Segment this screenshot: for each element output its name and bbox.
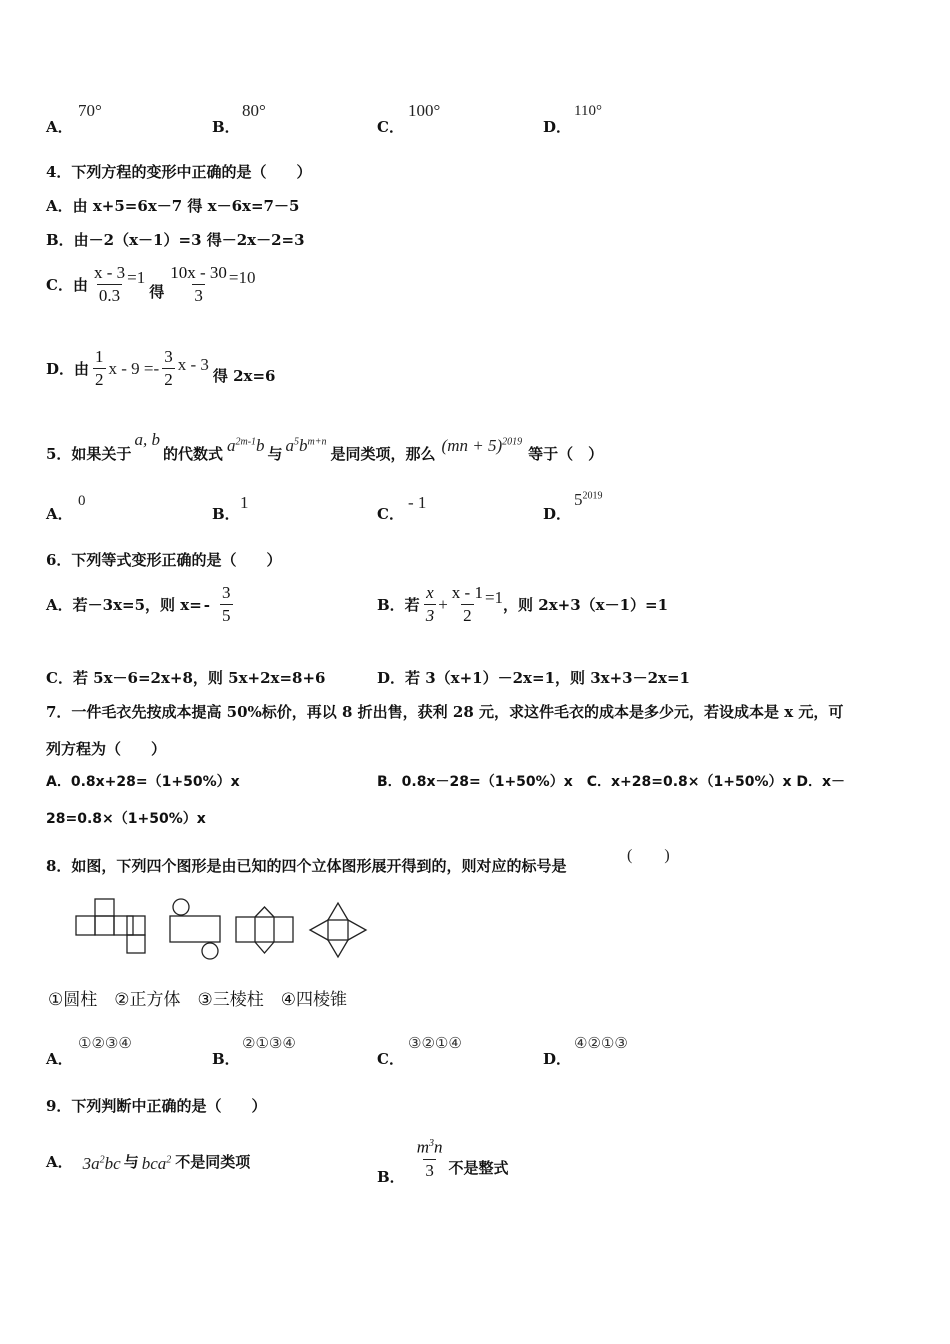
q4-c-fraction-2 [168,262,229,307]
q5-p5: 等于（ ） [528,445,604,463]
q7-option-d-cont: 28=0.8×（1+50%）x [46,811,206,827]
q6-b-f2-num: x - 1 [451,583,483,602]
q8-option-c-label: C． [377,1050,404,1068]
q4-d-f1-den: 2 [95,370,104,389]
q4-option-d [46,346,275,391]
q3-option-d-label: D． [543,118,572,136]
q3-option-c-value: 100° [408,101,441,120]
q5-option-d-value [574,490,603,510]
q5-expr1-sup: 2m-1 [235,436,257,448]
q6-a-den: 5 [222,606,231,625]
q9-a-expr1-base: 3a [82,1154,100,1173]
q5-stem [46,428,603,464]
q5-expr2-sup1: 5 [294,436,300,448]
q9-b-num-n: n [433,1137,443,1157]
q9-a-label: A． [46,1152,73,1171]
q6-b-f2-den: 2 [463,606,472,625]
q4-d-f2-num: 3 [164,347,173,366]
q9-a-expr1-tail: bc [104,1154,121,1173]
q9-a-tail: 不是同类项 [175,1152,251,1171]
q4-option-c [46,262,256,307]
q5-p2: 的代数式 [162,445,223,463]
q6-b-f1-num: x [426,583,434,602]
q9-stem: 9．下列判断中正确的是（ ） [46,1097,267,1115]
q5-expr2-base: a [285,436,295,455]
q6-b-plus: + [438,594,448,614]
q5-option-b-value: 1 [240,493,249,512]
q4-d-label: D．由 [46,360,90,378]
q6-b-tail: ，则 2x+3（x－1）=1 [503,596,669,614]
q5-option-a-label: A． [46,505,73,523]
q4-option-b: B．由－2（x－1）=3 得－2x－2=3 [46,231,305,249]
q4-c-label: C．由 [46,276,88,294]
q3-option-b-value: 80° [242,101,266,120]
q8-option-a-label: A． [46,1050,73,1068]
q5-expr2 [286,436,327,456]
q4-c-eq1: =1 [127,267,146,287]
q9-b-den: 3 [425,1160,434,1180]
q6-option-b [377,582,668,627]
q6-b-fraction-2 [450,582,485,627]
q8-legend: ①圆柱 ②正方体 ③三棱柱 ④四棱锥 [48,990,347,1010]
q8-option-b-label: B． [212,1050,240,1068]
triangular-prism-net [236,907,293,953]
q9-a-expr2 [142,1154,172,1174]
q8-stem: 8．如图，下列四个图形是由已知的四个立体图形展开得到的，则对应的标号是 [46,857,567,875]
q9-b-num-m: m [416,1137,429,1157]
q5-option-c-label: C． [377,505,404,523]
square-pyramid-net [310,903,366,957]
q5-option-c-value: - 1 [408,493,427,512]
q7-line1: 7．一件毛衣先按成本提高 50%标价，再以 8 折出售，获利 28 元，求这件毛衣的成本是多少元，若设成本是 x 元，可 [46,703,844,721]
q6-a-neg: - [203,595,210,614]
q9-a-expr2-sup: 2 [166,1154,172,1166]
q4-d-fraction-2 [162,346,175,391]
q5-option-d-label: D． [543,505,572,523]
q9-a-expr1 [83,1154,121,1174]
q4-c-f2-den: 3 [194,286,203,305]
q6-stem: 6．下列等式变形正确的是（ ） [46,551,282,569]
q8-option-d-value: ④②①③ [574,1034,628,1052]
q6-b-label: B．若 [377,596,420,614]
q4-option-a: A．由 x+5=6x－7 得 x－6x=7－5 [46,197,300,215]
q6-option-d: D．若 3（x+1）－2x=1，则 3x+3－2x=1 [377,669,690,687]
q5-expr3 [442,436,523,456]
q7-option-bcd: B．0.8x－28=（1+50%）x C．x+28=0.8×（1+50%）x D．x－ [377,774,846,790]
q5-p3: 与 [267,445,283,463]
q8-option-a-value: ①②③④ [78,1034,132,1052]
q9-b-tail: 不是整式 [448,1159,509,1177]
q5-d-base: 5 [574,490,583,509]
q4-d-fraction-1 [93,346,106,391]
q6-a-num: 3 [222,583,231,602]
q5-vars: a, b [134,430,160,449]
q5-expr2-sup2: m+n [307,436,327,448]
q3-option-d-value: 110° [574,103,602,119]
q6-b-f1-den: 3 [425,606,435,625]
q5-d-sup: 2019 [582,490,603,502]
q9-a-expr1-sup: 2 [99,1154,105,1166]
q3-option-a-value: 70° [78,101,102,120]
q9-b-fraction [415,1133,445,1182]
q8-option-b-value: ②①③④ [242,1034,296,1052]
q5-expr3-sup: 2019 [502,436,523,448]
q7-line2: 列方程为（ ） [46,740,167,758]
q4-d-f1-num: 1 [95,347,104,366]
q4-c-f2-num: 10x - 30 [170,263,227,282]
q6-a-text: A．若－3x=5，则 x= [46,596,202,614]
q9-a-expr2-base: bca [141,1154,167,1173]
q4-d-mid2: x - 3 [177,354,209,374]
q8-option-c-value: ③②①④ [408,1034,462,1052]
q3-option-a-label: A． [46,118,73,136]
q6-option-a [46,582,233,627]
q4-c-f1-den: 0.3 [98,286,121,305]
q5-option-b-label: B． [212,505,240,523]
q6-option-c: C．若 5x－6=2x+8，则 5x+2x=8+6 [46,669,326,687]
q9-b-num [415,1133,445,1159]
q5-p4: 是同类项，那么 [330,445,436,463]
q9-b-num-sup: 3 [428,1138,434,1150]
q5-expr1 [227,436,265,456]
q7-option-a: A．0.8x+28=（1+50%）x [46,774,240,790]
cylinder-net [170,899,220,959]
q4-c-eq2: =10 [228,267,256,287]
q6-a-fraction [220,582,233,627]
q4-c-f1-num: x - 3 [93,263,126,282]
q9-a-with: 与 [123,1152,139,1171]
q5-expr2-b: b [299,436,308,455]
q8-nets-figure [70,895,380,965]
q3-option-c-label: C． [377,118,404,136]
q5-expr3-base: (mn + 5) [441,436,503,455]
q4-c-mid: 得 [149,283,165,301]
q9-option-b [377,1128,508,1187]
q4-c-fraction-1 [92,262,127,307]
q5-expr1-tail: b [256,436,265,455]
q5-expr1-base: a [226,436,236,455]
q5-option-a-value: 0 [78,493,86,509]
q9-option-a [46,1148,250,1174]
q6-b-fraction-1 [424,582,437,627]
q3-option-b-label: B． [212,118,240,136]
q4-d-mid1: x - 9 =- [108,358,160,378]
q8-paren: ( ) [627,847,670,864]
q4-d-f2-den: 2 [164,370,173,389]
q4-d-tail: 得 2x=6 [212,367,276,385]
q6-b-eq: =1 [484,587,504,607]
q9-b-label: B． [377,1168,405,1186]
q8-option-d-label: D． [543,1050,572,1068]
cube-net [76,899,145,953]
q4-stem: 4．下列方程的变形中正确的是（ ） [46,163,312,181]
q5-p1: 5．如果关于 [46,445,132,463]
